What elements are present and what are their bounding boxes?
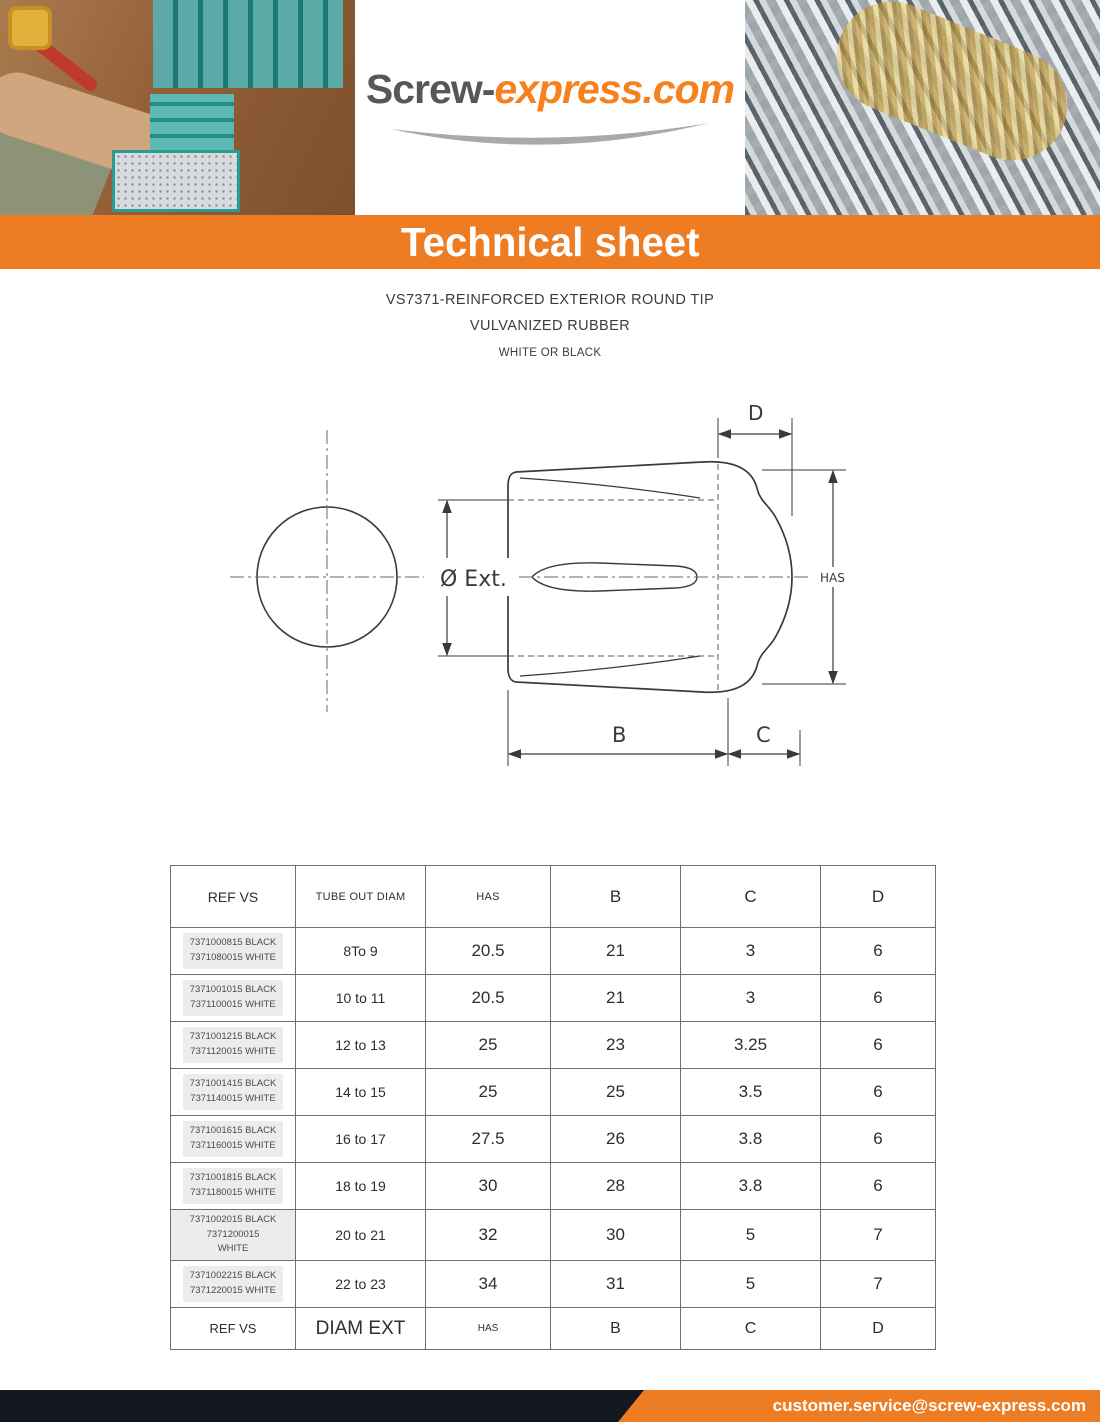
dimension-ext xyxy=(436,500,516,656)
logo-part-express: express.com xyxy=(494,66,735,112)
table-row xyxy=(171,928,936,975)
ref-black: 7371000815 BLACK xyxy=(189,937,277,949)
ref-black: 7371002215 BLACK xyxy=(189,1270,277,1282)
cell-ref xyxy=(171,1210,296,1261)
cell-d: 6 xyxy=(821,928,936,975)
ref-chip xyxy=(183,1266,284,1301)
ref-chip xyxy=(183,1168,284,1203)
cell-b: 28 xyxy=(551,1163,681,1210)
logo xyxy=(355,0,745,215)
cell-c: 3.25 xyxy=(681,1022,821,1069)
cell-has: 20.5 xyxy=(426,928,551,975)
side-view xyxy=(494,462,812,693)
footer-has: HAS xyxy=(426,1308,551,1350)
side-view-rib-top xyxy=(520,478,700,498)
cell-tube: 16 to 17 xyxy=(296,1116,426,1163)
cell-d: 6 xyxy=(821,975,936,1022)
cell-c: 3 xyxy=(681,928,821,975)
header-photo-left xyxy=(0,0,355,215)
table-footer-row xyxy=(171,1308,936,1350)
cell-tube: 14 to 15 xyxy=(296,1069,426,1116)
product-title-line3: WHITE OR BLACK xyxy=(498,347,602,359)
cell-c: 3.5 xyxy=(681,1069,821,1116)
logo-part-screw: Screw- xyxy=(365,66,495,112)
cell-tube: 12 to 13 xyxy=(296,1022,426,1069)
ref-black: 7371001815 BLACK xyxy=(189,1172,277,1184)
b-label: B xyxy=(612,723,627,747)
table-row xyxy=(171,975,936,1022)
cell-tube: 22 to 23 xyxy=(296,1261,426,1308)
table-row xyxy=(171,1022,936,1069)
cell-has: 30 xyxy=(426,1163,551,1210)
cell-c: 5 xyxy=(681,1210,821,1261)
cell-has: 32 xyxy=(426,1210,551,1261)
header xyxy=(0,0,1100,215)
cell-tube: 8To 9 xyxy=(296,928,426,975)
header-has: HAS xyxy=(426,866,551,928)
header-c: C xyxy=(681,866,821,928)
ref-black: 7371001615 BLACK xyxy=(189,1125,277,1137)
footer-c: C xyxy=(681,1308,821,1350)
cell-d: 6 xyxy=(821,1022,936,1069)
cell-has: 25 xyxy=(426,1022,551,1069)
cell-tube: 20 to 21 xyxy=(296,1210,426,1261)
cell-c: 3.8 xyxy=(681,1163,821,1210)
table-row xyxy=(171,1261,936,1308)
d-label: D xyxy=(748,401,764,425)
cell-b: 23 xyxy=(551,1022,681,1069)
cell-has: 25 xyxy=(426,1069,551,1116)
cell-ref xyxy=(171,1163,296,1210)
cell-c: 5 xyxy=(681,1261,821,1308)
logo-text xyxy=(355,66,745,113)
ref-black: 7371002015 BLACK 7371200015 xyxy=(189,1214,277,1240)
table-row xyxy=(171,1069,936,1116)
photo-screw-tray xyxy=(153,0,343,88)
dimension-c xyxy=(729,723,800,766)
header-b: B xyxy=(551,866,681,928)
table-row xyxy=(171,1116,936,1163)
table-header-row xyxy=(171,866,936,928)
ref-white: 7371080015 WHITE xyxy=(189,952,277,963)
product-title-line2: VULVANIZED RUBBER xyxy=(469,318,631,334)
cell-d: 6 xyxy=(821,1116,936,1163)
cell-ref xyxy=(171,1261,296,1308)
ref-black: 7371001415 BLACK xyxy=(189,1078,277,1090)
spec-table xyxy=(170,865,936,1350)
product-title-line1: VS7371-REINFORCED EXTERIOR ROUND TIP xyxy=(385,292,715,308)
cell-ref xyxy=(171,1022,296,1069)
cell-ref xyxy=(171,975,296,1022)
ref-white: 7371100015 WHITE xyxy=(190,999,276,1010)
photo-screw-tray-small xyxy=(150,94,234,150)
header-ref: REF VS xyxy=(171,866,296,928)
header-d: D xyxy=(821,866,936,928)
cell-b: 26 xyxy=(551,1116,681,1163)
cell-d: 7 xyxy=(821,1261,936,1308)
ref-white: 7371120015 WHITE xyxy=(190,1046,276,1057)
cell-has: 20.5 xyxy=(426,975,551,1022)
ref-chip xyxy=(171,1210,295,1260)
dimension-d xyxy=(718,401,792,516)
cell-c: 3 xyxy=(681,975,821,1022)
cell-tube: 18 to 19 xyxy=(296,1163,426,1210)
footer-b: B xyxy=(551,1308,681,1350)
has-label: HAS xyxy=(820,571,845,585)
photo-brass-screws xyxy=(820,0,1084,177)
cell-has: 27.5 xyxy=(426,1116,551,1163)
cell-ref xyxy=(171,1116,296,1163)
front-view xyxy=(230,430,424,712)
footer-d: D xyxy=(821,1308,936,1350)
ref-white: WHITE xyxy=(217,1243,249,1255)
table-row xyxy=(171,1210,936,1261)
cell-c: 3.8 xyxy=(681,1116,821,1163)
ref-black: 7371001015 BLACK xyxy=(189,984,277,996)
ref-white: 7371180015 WHITE xyxy=(190,1187,276,1198)
footer-tube: DIAM EXT xyxy=(296,1308,426,1350)
dimension-b xyxy=(508,690,728,766)
cell-b: 21 xyxy=(551,928,681,975)
banner-title: Technical sheet xyxy=(400,218,700,265)
ref-chip xyxy=(183,1121,284,1156)
banner xyxy=(0,215,1100,269)
cell-has: 34 xyxy=(426,1261,551,1308)
cell-b: 21 xyxy=(551,975,681,1022)
logo-swoosh xyxy=(385,119,715,153)
photo-parts-box xyxy=(112,150,240,212)
cell-ref xyxy=(171,1069,296,1116)
cell-d: 6 xyxy=(821,1163,936,1210)
c-label: C xyxy=(756,723,771,747)
ref-chip xyxy=(183,933,284,968)
ref-white: 7371220015 WHITE xyxy=(189,1285,277,1297)
cell-b: 30 xyxy=(551,1210,681,1261)
header-photo-right xyxy=(745,0,1100,215)
ref-black: 7371001215 BLACK xyxy=(189,1031,277,1043)
photo-tape-measure xyxy=(8,6,52,50)
ref-chip xyxy=(183,980,284,1015)
cell-d: 6 xyxy=(821,1069,936,1116)
footer-ref: REF VS xyxy=(171,1308,296,1350)
ext-label: Ø Ext. xyxy=(440,567,507,592)
technical-drawing xyxy=(0,400,1100,800)
table-row xyxy=(171,1163,936,1210)
header-tube: TUBE OUT DIAM xyxy=(296,866,426,928)
ref-white: 7371140015 WHITE xyxy=(190,1093,276,1104)
ref-chip xyxy=(183,1074,284,1109)
contact-email-link[interactable]: customer.service@screw-express.com xyxy=(772,1396,1086,1415)
ref-chip xyxy=(183,1027,284,1062)
footer-bar xyxy=(0,1390,1100,1422)
cell-b: 31 xyxy=(551,1261,681,1308)
side-view-rib-bottom xyxy=(520,656,700,676)
cell-d: 7 xyxy=(821,1210,936,1261)
cell-tube: 10 to 11 xyxy=(296,975,426,1022)
cell-b: 25 xyxy=(551,1069,681,1116)
ref-white: 7371160015 WHITE xyxy=(190,1140,276,1151)
cell-ref xyxy=(171,928,296,975)
